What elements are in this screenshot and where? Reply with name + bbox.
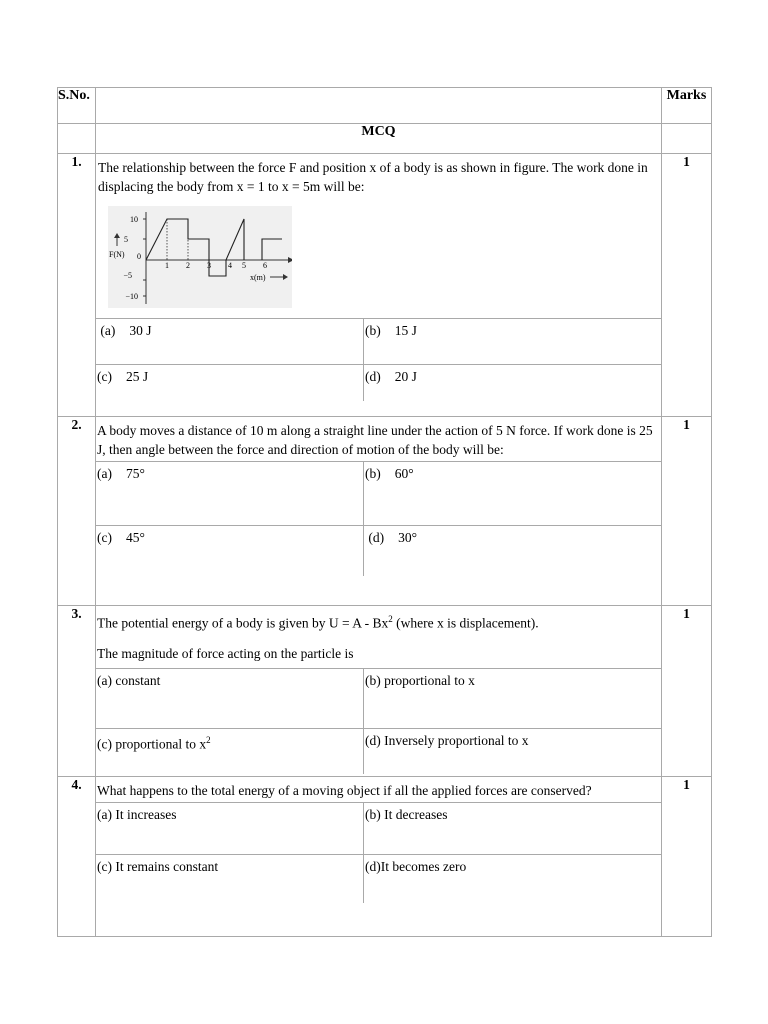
section-title: MCQ bbox=[96, 124, 662, 154]
question-marks: 1 bbox=[661, 606, 711, 777]
x-tick-label: 1 bbox=[165, 261, 170, 270]
question-row-1 bbox=[58, 154, 712, 417]
option-c[interactable]: (c) 25 J bbox=[96, 365, 364, 401]
question-text: What happens to the total energy of a moving object if all the applied forces are conserved? bbox=[97, 783, 592, 798]
option-d[interactable]: (d)It becomes zero bbox=[364, 855, 661, 903]
option-a[interactable]: (a) 30 J bbox=[96, 319, 364, 365]
question-row-3 bbox=[58, 606, 712, 777]
question-number: 2. bbox=[58, 417, 96, 606]
option-a[interactable]: (a) 75° bbox=[96, 462, 364, 526]
x-tick-label: 2 bbox=[186, 261, 191, 270]
y-tick-label: −10 bbox=[125, 292, 139, 301]
header-row bbox=[58, 88, 712, 124]
option-c[interactable]: (c) 45° bbox=[96, 526, 364, 576]
options-table bbox=[96, 461, 661, 576]
option-d[interactable]: (d) 30° bbox=[364, 526, 661, 576]
question-table bbox=[57, 87, 712, 937]
x-tick-label: 6 bbox=[263, 261, 268, 270]
option-b[interactable]: (b) 15 J bbox=[364, 319, 661, 365]
question-text: The relationship between the force F and position x of a body is as shown in figure. The work done in displacing the body from x = 1 to x = 5m will be: bbox=[98, 160, 648, 194]
question-text: A body moves a distance of 10 m along a straight line under the action of 5 N force. If work done is 25 J, then angle between the force and direction of motion of the body will be: bbox=[97, 423, 653, 457]
question-number: 1. bbox=[58, 154, 96, 417]
option-b[interactable]: (b) It decreases bbox=[364, 803, 661, 855]
question-paper bbox=[57, 87, 712, 937]
marks-header: Marks bbox=[661, 88, 711, 124]
question-number: 4. bbox=[58, 777, 96, 937]
question-marks: 1 bbox=[661, 154, 711, 417]
force-position-graph bbox=[108, 206, 292, 308]
x-tick-label: 4 bbox=[228, 261, 233, 270]
option-b[interactable]: (b) 60° bbox=[364, 462, 661, 526]
option-a[interactable]: (a) constant bbox=[96, 668, 364, 728]
y-axis-label: F(N) bbox=[109, 250, 125, 259]
y-tick-label: 0 bbox=[137, 252, 142, 261]
options-table bbox=[96, 802, 661, 903]
option-d[interactable]: (d) Inversely proportional to x bbox=[364, 728, 661, 774]
option-b[interactable]: (b) proportional to x bbox=[364, 668, 661, 728]
question-row-4 bbox=[58, 777, 712, 937]
question-marks: 1 bbox=[661, 417, 711, 606]
section-row bbox=[58, 124, 712, 154]
option-c[interactable]: (c) It remains constant bbox=[96, 855, 364, 903]
question-row-2 bbox=[58, 417, 712, 606]
options-table bbox=[96, 668, 661, 775]
sno-header: S.No. bbox=[58, 88, 96, 124]
y-tick-label: −5 bbox=[123, 271, 133, 280]
option-d[interactable]: (d) 20 J bbox=[364, 365, 661, 401]
x-tick-label: 5 bbox=[242, 261, 247, 270]
question-marks: 1 bbox=[661, 777, 711, 937]
option-a[interactable]: (a) It increases bbox=[96, 803, 364, 855]
x-axis-label: x(m) bbox=[250, 273, 266, 282]
question-number: 3. bbox=[58, 606, 96, 777]
y-tick-label: 5 bbox=[124, 235, 129, 244]
x-tick-label: 3 bbox=[207, 261, 212, 270]
y-tick-label: 10 bbox=[130, 215, 139, 224]
question-text: The potential energy of a body is given by U = A - Bx$^2$ (where x is displacement). The magnitude of force acting on the particle is bbox=[97, 614, 539, 661]
question-header bbox=[96, 88, 662, 124]
option-c[interactable]: (c) proportional to $x^2$ bbox=[96, 728, 364, 774]
options-table bbox=[96, 318, 661, 401]
